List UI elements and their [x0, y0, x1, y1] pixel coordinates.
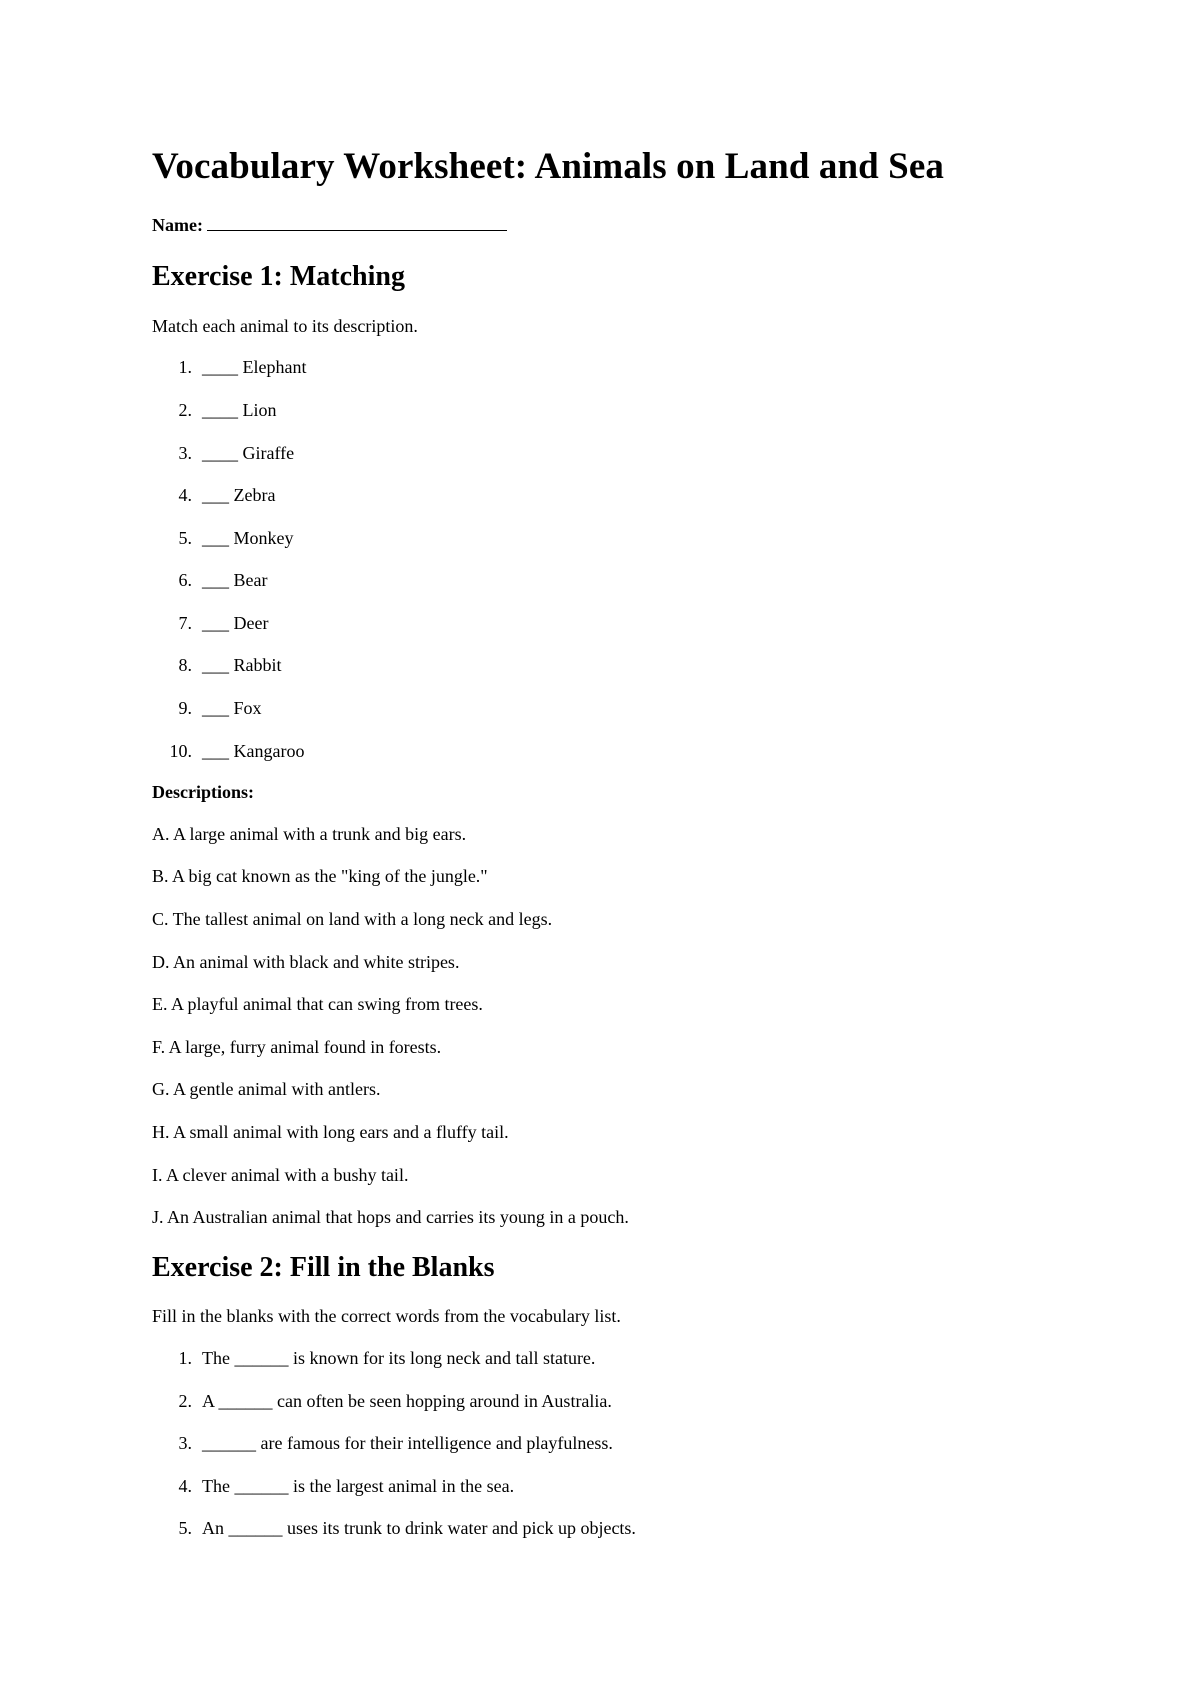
list-item	[152, 1348, 1050, 1370]
item-text: ___ Kangaroo	[202, 740, 305, 761]
item-number: 8 .	[152, 655, 202, 677]
item-number: 3 .	[152, 443, 202, 465]
description-item: D. An animal with black and white stripes.	[152, 951, 460, 972]
exercise2-heading: Exercise 2: Fill in the Blanks	[152, 1251, 495, 1283]
item-text: An ______ uses its trunk to drink water and pick up objects.	[202, 1518, 636, 1539]
item-number: 5 .	[152, 528, 202, 550]
item-number: 1 .	[152, 357, 202, 379]
item-text: ___ Deer	[202, 612, 269, 633]
list-item	[152, 1433, 1050, 1455]
exercise1-animal-list	[152, 357, 1050, 762]
item-number: 10 .	[152, 741, 202, 763]
item-number: 9 .	[152, 698, 202, 720]
item-number: 2 .	[152, 1391, 202, 1413]
name-field-row	[152, 215, 1050, 237]
item-number: 1 .	[152, 1348, 202, 1370]
list-item	[152, 400, 1050, 422]
item-number: 5 .	[152, 1518, 202, 1540]
name-blank-line[interactable]	[207, 216, 507, 231]
list-item	[152, 741, 1050, 763]
list-item	[152, 1391, 1050, 1413]
descriptions-list	[152, 824, 1050, 1229]
list-item	[152, 485, 1050, 507]
item-text: ____ Lion	[202, 399, 277, 420]
item-number: 4 .	[152, 485, 202, 507]
item-number: 2 .	[152, 400, 202, 422]
list-item	[152, 655, 1050, 677]
exercise1-instruction: Match each animal to its description.	[152, 315, 418, 336]
item-number: 3 .	[152, 1433, 202, 1455]
list-item	[152, 1476, 1050, 1498]
exercise2-instruction: Fill in the blanks with the correct words from the vocabulary list.	[152, 1306, 621, 1327]
description-item: J. An Australian animal that hops and carries its young in a pouch.	[152, 1207, 629, 1228]
description-item: G. A gentle animal with antlers.	[152, 1079, 381, 1100]
item-text: ___ Monkey	[202, 527, 294, 548]
list-item	[152, 613, 1050, 635]
exercise1-heading: Exercise 1: Matching	[152, 261, 405, 293]
description-item: A. A large animal with a trunk and big ears.	[152, 823, 467, 844]
list-item	[152, 570, 1050, 592]
list-item	[152, 528, 1050, 550]
item-text: ___ Zebra	[202, 485, 276, 506]
exercise2-sentence-list	[152, 1348, 1050, 1540]
item-text: ______ are famous for their intelligence and playfulness.	[202, 1433, 613, 1454]
item-text: A ______ can often be seen hopping around in Australia.	[202, 1390, 612, 1411]
list-item	[152, 698, 1050, 720]
item-text: ___ Rabbit	[202, 655, 282, 676]
list-item	[152, 357, 1050, 379]
description-item: C. The tallest animal on land with a long neck and legs.	[152, 909, 553, 930]
item-number: 4 .	[152, 1476, 202, 1498]
item-text: The ______ is known for its long neck and tall stature.	[202, 1347, 596, 1368]
description-item: B. A big cat known as the "king of the jungle."	[152, 866, 488, 887]
item-text: ____ Giraffe	[202, 442, 295, 463]
item-number: 7 .	[152, 613, 202, 635]
item-text: ___ Bear	[202, 570, 268, 591]
list-item	[152, 443, 1050, 465]
description-item: E. A playful animal that can swing from trees.	[152, 994, 483, 1015]
description-item: F. A large, furry animal found in forests.	[152, 1036, 442, 1057]
item-number: 6 .	[152, 570, 202, 592]
description-item: I. A clever animal with a bushy tail.	[152, 1164, 409, 1185]
item-text: ____ Elephant	[202, 357, 307, 378]
item-text: The ______ is the largest animal in the sea.	[202, 1475, 515, 1496]
page-title: Vocabulary Worksheet: Animals on Land and Sea	[152, 146, 944, 187]
item-text: ___ Fox	[202, 698, 262, 719]
list-item	[152, 1518, 1050, 1540]
name-label: Name:	[152, 214, 203, 235]
descriptions-label: Descriptions:	[152, 782, 254, 803]
description-item: H. A small animal with long ears and a fluffy tail.	[152, 1122, 509, 1143]
